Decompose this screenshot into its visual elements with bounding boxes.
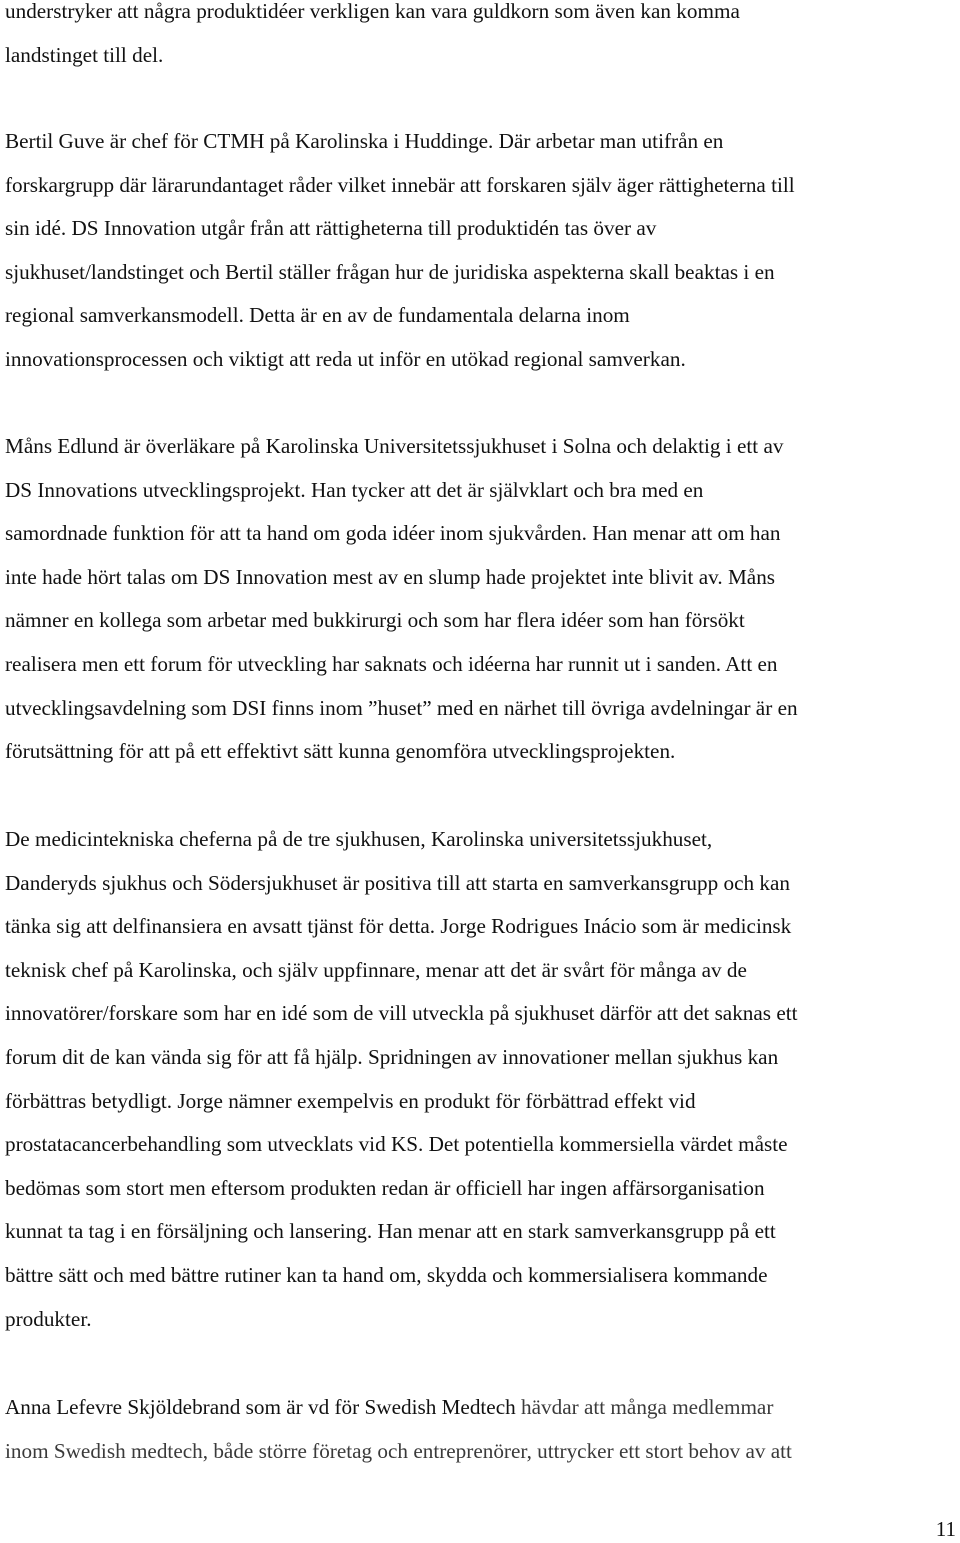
text-line: inte hade hört talas om DS Innovation mest av en slump hade projektet inte blivit av. Måns xyxy=(5,564,776,589)
text-line: inom Swedish medtech, både större företag och entreprenörer, uttrycker ett stort behov av att xyxy=(5,1438,792,1463)
text-line: De medicintekniska cheferna på de tre sjukhusen, Karolinska universitetssjukhuset, xyxy=(5,827,713,851)
text-line: teknisk chef på Karolinska, och själv uppfinnare, menar att det är svårt för många av de xyxy=(5,957,747,982)
text-line: utvecklingsavdelning som DSI finns inom ”huset” med en närhet till övriga avdelningar är en xyxy=(5,695,798,720)
text-line: bättre sätt och med bättre rutiner kan ta hand om, skydda och kommersialisera kommande xyxy=(5,1262,768,1287)
text-line: förutsättning för att på ett effektivt sätt kunna genomföra utvecklingsprojekten. xyxy=(5,739,676,764)
text-line: forskargrupp där lärarundantaget råder vilket innebär att forskaren själv äger rättigheterna till xyxy=(5,172,795,197)
text-line: kunnat ta tag i en försäljning och lansering. Han menar att en stark samverkansgrupp på ett xyxy=(5,1219,776,1244)
text-line: understryker att några produktidéer verkligen kan vara guldkorn som även kan komma xyxy=(5,0,740,23)
text-line: regional samverkansmodell. Detta är en av de fundamentala delarna inom xyxy=(5,303,630,328)
paragraph-3 xyxy=(5,425,957,774)
text-line: sjukhuset/landstinget och Bertil ställer frågan hur de juridiska aspekterna skall beaktas i en xyxy=(5,259,775,284)
text-line: Danderyds sjukhus och Södersjukhuset är positiva till att starta en samverkansgrupp och kan xyxy=(5,870,790,895)
text-line: tänka sig att delfinansiera en avsatt tjänst för detta. Jorge Rodrigues Inácio som är medicinsk xyxy=(5,914,792,939)
text-segment-muted: hävdar att många medlemmar xyxy=(515,1395,774,1419)
text-line: sin idé. DS Innovation utgår från att rättigheterna till produktidén tas över av xyxy=(5,216,657,241)
text-segment: Anna Lefevre Skjöldebrand som är vd för Swedish Medtech xyxy=(5,1395,516,1419)
text-line: landstinget till del. xyxy=(5,42,164,67)
text-line: innovationsprocessen och viktigt att reda ut inför en utökad regional samverkan. xyxy=(5,346,686,371)
page-number: 11 xyxy=(935,1517,956,1541)
text-line: DS Innovations utvecklingsprojekt. Han tycker att det är självklart och bra med en xyxy=(5,477,704,502)
text-line: Bertil Guve är chef för CTMH på Karolinska i Huddinge. Där arbetar man utifrån en xyxy=(5,129,724,153)
text-line: nämner en kollega som arbetar med bukkirurgi och som har flera idéer som han försökt xyxy=(5,608,745,633)
paragraph-1 xyxy=(5,0,957,77)
paragraph-2 xyxy=(5,120,957,382)
paragraph-4 xyxy=(5,818,957,1341)
text-line xyxy=(5,1386,957,1430)
text-line: innovatörer/forskare som har en idé som de vill utveckla på sjukhuset därför att det saknas ett xyxy=(5,1001,798,1026)
text-line: prostatacancerbehandling som utvecklats vid KS. Det potentiella kommersiella värdet måste xyxy=(5,1132,788,1157)
text-line: bedömas som stort men eftersom produkten redan är officiell har ingen affärsorganisation xyxy=(5,1175,765,1200)
text-line: samordnade funktion för att ta hand om goda idéer inom sjukvården. Han menar att om han xyxy=(5,521,781,546)
paragraph-5 xyxy=(5,1386,957,1473)
text-line: realisera men ett forum för utveckling har saknats och idéerna har runnit ut i sanden. Att en xyxy=(5,651,778,676)
text-line: forum dit de kan vända sig för att få hjälp. Spridningen av innovationer mellan sjukhus kan xyxy=(5,1044,779,1069)
text-line: förbättras betydligt. Jorge nämner exempelvis en produkt för förbättrad effekt vid xyxy=(5,1088,696,1113)
text-line: Måns Edlund är överläkare på Karolinska Universitetssjukhuset i Solna och delaktig i ett av xyxy=(5,434,784,458)
text-line: produkter. xyxy=(5,1306,92,1331)
